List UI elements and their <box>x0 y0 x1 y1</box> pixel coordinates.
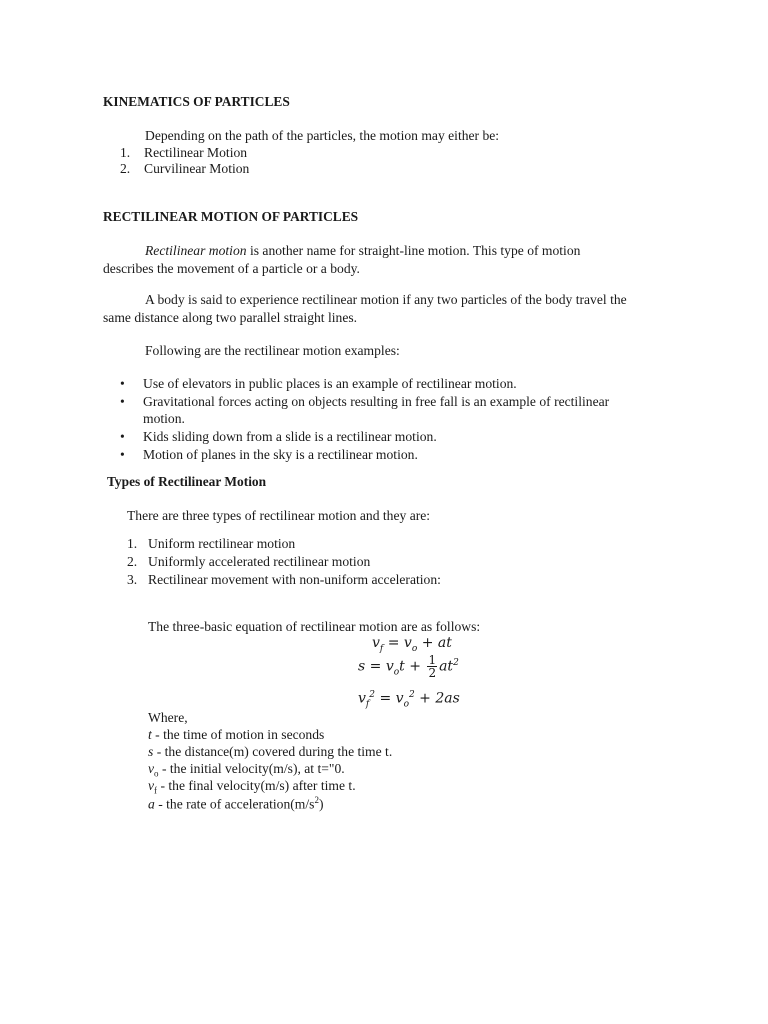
paragraph-1-line-1 <box>145 243 580 259</box>
list-number: 1. <box>127 536 138 551</box>
list-number: 3. <box>127 572 138 587</box>
emphasis-rectilinear-motion: Rectilinear motion <box>145 243 247 258</box>
kinematics-intro: Depending on the path of the particles, the motion may either be: <box>145 128 500 143</box>
bullet-icon: • <box>120 447 125 462</box>
paragraph-1-line-2: describes the movement of a particle or a body. <box>103 261 360 276</box>
definition-initial-velocity: $v_o$ - the initial velocity(m/s), at t="0. <box>148 761 345 779</box>
bullet-item <box>120 429 125 445</box>
bullet-icon: • <box>120 429 125 444</box>
example-text: Motion of planes in the sky is a rectilinear motion. <box>143 447 418 462</box>
equation-3: $v_f^2 = v_o^2 + 2as$ <box>358 690 460 710</box>
list-number: 2. <box>120 161 131 176</box>
definition-final-velocity: $v_f$ - the final velocity(m/s) after time t. <box>148 778 356 796</box>
bullet-item <box>120 394 125 410</box>
paragraph-1-rest: is another name for straight-line motion. This type of motion <box>246 243 581 258</box>
bullet-item <box>120 447 125 463</box>
heading-kinematics: KINEMATICS OF PARTICLES <box>103 94 290 109</box>
example-text-continued: motion. <box>143 411 185 426</box>
list-item <box>120 161 249 177</box>
list-number: 1. <box>120 145 131 160</box>
equation-1: $v_f = v_o$ + at <box>372 635 452 654</box>
list-text: Curvilinear Motion <box>144 161 250 176</box>
list-text: Rectilinear Motion <box>144 145 248 160</box>
heading-types: Types of Rectilinear Motion <box>107 474 267 489</box>
example-text: Kids sliding down from a slide is a rectilinear motion. <box>143 429 437 444</box>
list-item <box>127 572 441 588</box>
paragraph-2-line-2: same distance along two parallel straight lines. <box>103 310 358 325</box>
definition-distance: s - the distance(m) covered during the time t. <box>148 744 393 759</box>
types-intro: There are three types of rectilinear motion and they are: <box>127 508 431 523</box>
equation-2: $s = v_ot$ + $\frac{1}{2}$ $at^2$ <box>358 653 459 680</box>
list-text: Uniform rectilinear motion <box>148 536 296 551</box>
fraction-one-half: $\frac{1}{2}$ <box>428 653 437 680</box>
equations-intro: The three-basic equation of rectilinear motion are as follows: <box>148 619 481 634</box>
list-item <box>120 145 247 161</box>
example-text: Gravitational forces acting on objects resulting in free fall is an example of rectilinear <box>143 394 610 409</box>
list-text: Uniformly accelerated rectilinear motion <box>148 554 371 569</box>
paragraph-3: Following are the rectilinear motion examples: <box>145 343 400 358</box>
where-label: Where, <box>148 710 188 725</box>
definition-time: t - the time of motion in seconds <box>148 727 325 742</box>
list-item <box>127 554 370 570</box>
list-text: Rectilinear movement with non-uniform acceleration: <box>148 572 441 587</box>
definition-acceleration: a - the rate of $acceleration(m/s^2)$ <box>148 795 324 812</box>
bullet-icon: • <box>120 394 125 409</box>
bullet-item <box>120 376 125 392</box>
list-number: 2. <box>127 554 138 569</box>
bullet-icon: • <box>120 376 125 391</box>
paragraph-2-line-1: A body is said to experience rectilinear motion if any two particles of the body travel the <box>145 292 627 307</box>
list-item <box>127 536 295 552</box>
example-text: Use of elevators in public places is an example of rectilinear motion. <box>143 376 517 391</box>
heading-rectilinear: RECTILINEAR MOTION OF PARTICLES <box>103 209 359 224</box>
